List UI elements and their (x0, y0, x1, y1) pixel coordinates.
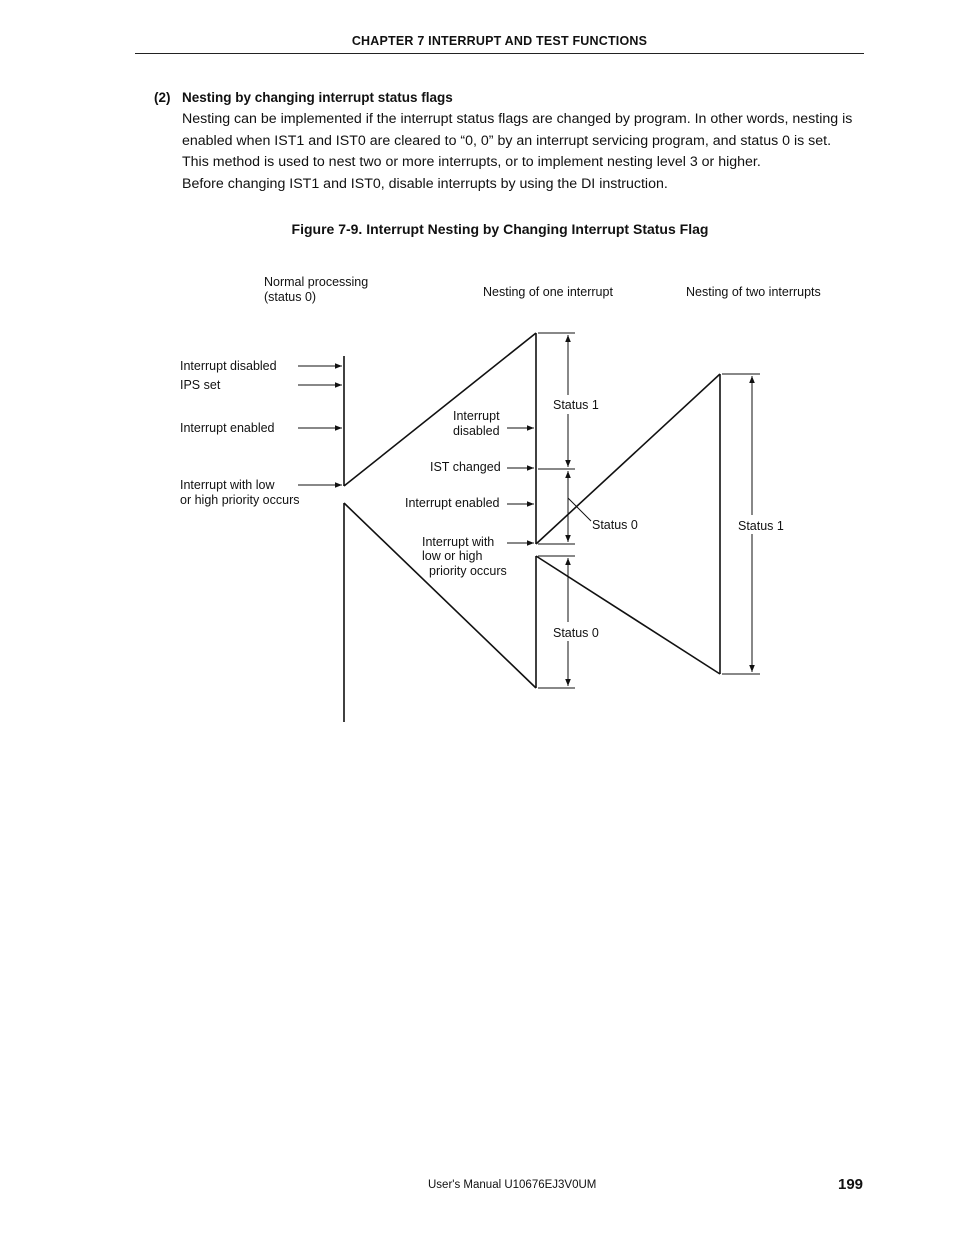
left-interrupt-occurs-label: Interrupt with low (180, 478, 275, 492)
ist-changed-label: IST changed (430, 460, 501, 474)
right-status1-label: Status 1 (738, 519, 784, 533)
running-header: CHAPTER 7 INTERRUPT AND TEST FUNCTIONS (351, 34, 648, 48)
paragraph-line: Before changing IST1 and IST0, disable interrupts by using the DI instruction. (182, 176, 668, 192)
status1-label: Status 1 (553, 398, 599, 412)
interrupt-return-line (344, 503, 536, 688)
mid-interrupt-enabled-label: Interrupt enabled (405, 496, 500, 510)
figure-title: Figure 7-9. Interrupt Nesting by Changing Interrupt Status Flag (291, 221, 709, 237)
paragraph-line: enabled when IST1 and IST0 are cleared to “0, 0” by an interrupt servicing program, and status 0 is set. (182, 133, 832, 149)
left-ips-set-label: IPS set (180, 378, 221, 392)
paragraph-line: Nesting can be implemented if the interrupt status flags are changed by program. In other words, nesting is (182, 111, 853, 127)
mid-interrupt-disabled-label: Interrupt (453, 409, 500, 423)
footer-manual-id: User's Manual U10676EJ3V0UM (428, 1179, 597, 1191)
section-number: (2) (154, 90, 171, 105)
lower-status0-label: Status 0 (553, 626, 599, 640)
mid-interrupt-occurs-label-2: low or high (422, 549, 483, 563)
nesting-one-label: Nesting of one interrupt (483, 285, 613, 299)
interrupt-two-return-line (536, 556, 720, 674)
paragraph-line: This method is used to nest two or more interrupts, or to implement nesting level 3 or higher. (182, 154, 761, 170)
mid-status0-label: Status 0 (592, 518, 638, 532)
left-interrupt-occurs-label-2: or high priority occurs (180, 493, 300, 507)
nesting-two-label: Nesting of two interrupts (686, 285, 821, 299)
normal-processing-status-label: (status 0) (264, 290, 317, 304)
mid-interrupt-disabled-label-2: disabled (453, 424, 500, 438)
page-number: 199 (838, 1176, 864, 1193)
left-interrupt-enabled-label: Interrupt enabled (180, 421, 275, 435)
section-title: Nesting by changing interrupt status flags (182, 90, 453, 105)
left-interrupt-disabled-label: Interrupt disabled (180, 359, 277, 373)
status0-leader-line (568, 498, 591, 521)
normal-processing-label: Normal processing (264, 275, 369, 289)
mid-interrupt-occurs-label: Interrupt with (422, 535, 495, 549)
mid-interrupt-occurs-label-3: priority occurs (429, 564, 507, 578)
